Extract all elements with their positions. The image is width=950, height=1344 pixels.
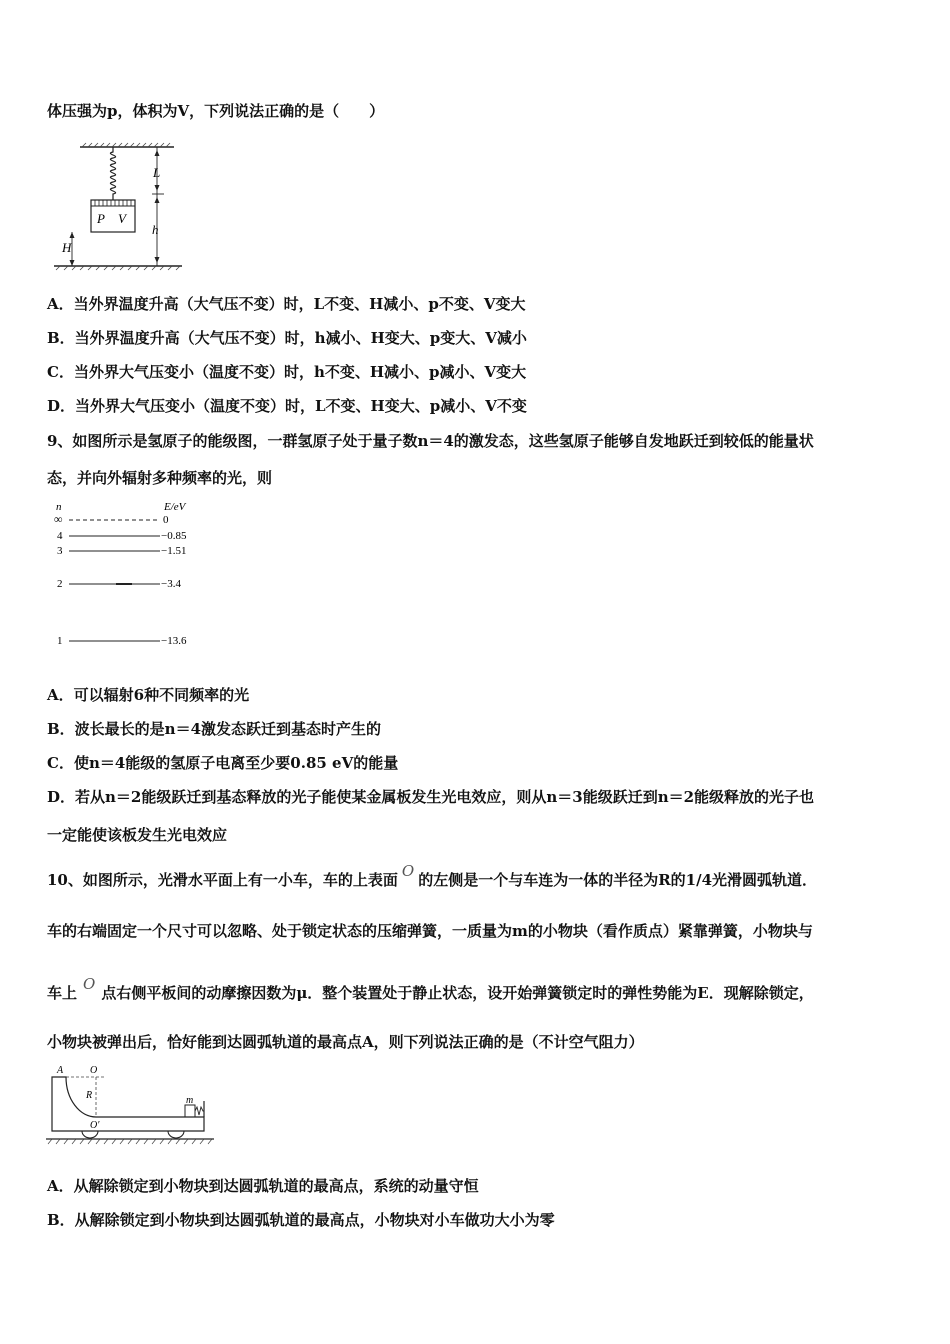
level-e-3: −1.51	[161, 545, 187, 557]
q10-line3-a: 车上	[47, 984, 78, 1002]
q8-cylinder-figure	[52, 142, 187, 272]
level-n-inf: ∞	[54, 512, 63, 526]
q9-option-d-cont: 一定能使该板发生光电效应	[47, 826, 228, 844]
label-n: n	[56, 501, 62, 513]
q9-option-b: B．波长最长的是n＝4激发态跃迁到基态时产生的	[47, 720, 382, 738]
q10-line1-b: 的左侧是一个与车连为一体的半径为R的1/4光滑圆弧轨道．	[418, 871, 818, 889]
q9-stem-line1: 9、如图所示是氢原子的能级图，一群氢原子处于量子数n＝4的激发态，这些氢原子能够自发地跃迁到较低的能量状	[47, 432, 814, 450]
level-n-2: 2	[57, 578, 63, 590]
label-R: R	[86, 1090, 93, 1101]
q8-option-d: D．当外界大气压变小（温度不变）时，L不变、H变大、p减小、V不变	[47, 397, 527, 415]
level-n-3: 3	[57, 545, 63, 557]
q8-stem-tail: 体压强为p，体积为V，下列说法正确的是（ ）	[47, 102, 385, 120]
label-m: m	[186, 1095, 194, 1106]
level-e-inf: 0	[163, 514, 169, 526]
q10-line2: 车的右端固定一个尺寸可以忽略、处于锁定状态的压缩弹簧，一质量为m的小物块（看作质点）紧靠弹簧，小物块与	[47, 922, 813, 940]
label-O-top: O	[90, 1065, 98, 1076]
q10-line3-b: 点右侧平板间的动摩擦因数为μ．整个装置处于静止状态，设开始弹簧锁定时的弹性势能为E．现解除锁定，	[101, 984, 814, 1002]
level-e-4: −0.85	[161, 530, 187, 542]
q9-option-c: C．使n＝4能级的氢原子电离至少要0.85 eV的能量	[47, 754, 399, 772]
q10-option-a: A．从解除锁定到小物块到达圆弧轨道的最高点，系统的动量守恒	[47, 1177, 479, 1195]
label-h: h	[152, 222, 159, 237]
label-L: L	[153, 165, 161, 180]
label-O-prime: O′	[90, 1120, 100, 1131]
level-n-1: 1	[57, 635, 63, 647]
q10-line1-a: 10、如图所示，光滑水平面上有一小车，车的上表面	[47, 871, 398, 889]
q10-line4: 小物块被弹出后，恰好能到达圆弧轨道的最高点A，则下列说法正确的是（不计空气阻力）	[47, 1033, 644, 1051]
q8-option-c: C．当外界大气压变小（温度不变）时，h不变、H减小、p减小、V变大	[47, 363, 527, 381]
label-A: A	[57, 1065, 64, 1076]
q10-line3-o: O	[83, 975, 96, 993]
q9-option-a: A．可以辐射6种不同频率的光	[47, 686, 250, 704]
q8-option-b: B．当外界温度升高（大气压不变）时，h减小、H变大、p变大、V减小	[47, 329, 527, 347]
label-H: H	[62, 240, 72, 255]
q10-line1-o: O	[401, 862, 415, 880]
q10-option-b: B．从解除锁定到小物块到达圆弧轨道的最高点，小物块对小车做功大小为零	[47, 1211, 555, 1229]
q9-stem-line2: 态，并向外辐射多种频率的光，则	[47, 469, 273, 487]
q10-line1	[47, 862, 818, 890]
q10-line3	[47, 975, 814, 1003]
level-e-2: −3.4	[161, 578, 181, 590]
q9-energy-level-diagram	[50, 498, 210, 650]
q9-option-d: D．若从n＝2能级跃迁到基态释放的光子能使某金属板发生光电效应，则从n＝3能级跃迁到n＝2能级释放的光子也	[47, 788, 815, 806]
q8-option-a: A．当外界温度升高（大气压不变）时，L不变、H减小、p不变、V变大	[47, 295, 526, 313]
label-P: P	[97, 211, 105, 226]
level-n-4: 4	[57, 530, 63, 542]
level-e-1: −13.6	[161, 635, 187, 647]
label-E-eV: E/eV	[164, 501, 186, 513]
q10-cart-figure	[44, 1064, 216, 1146]
label-V: V	[118, 211, 126, 226]
